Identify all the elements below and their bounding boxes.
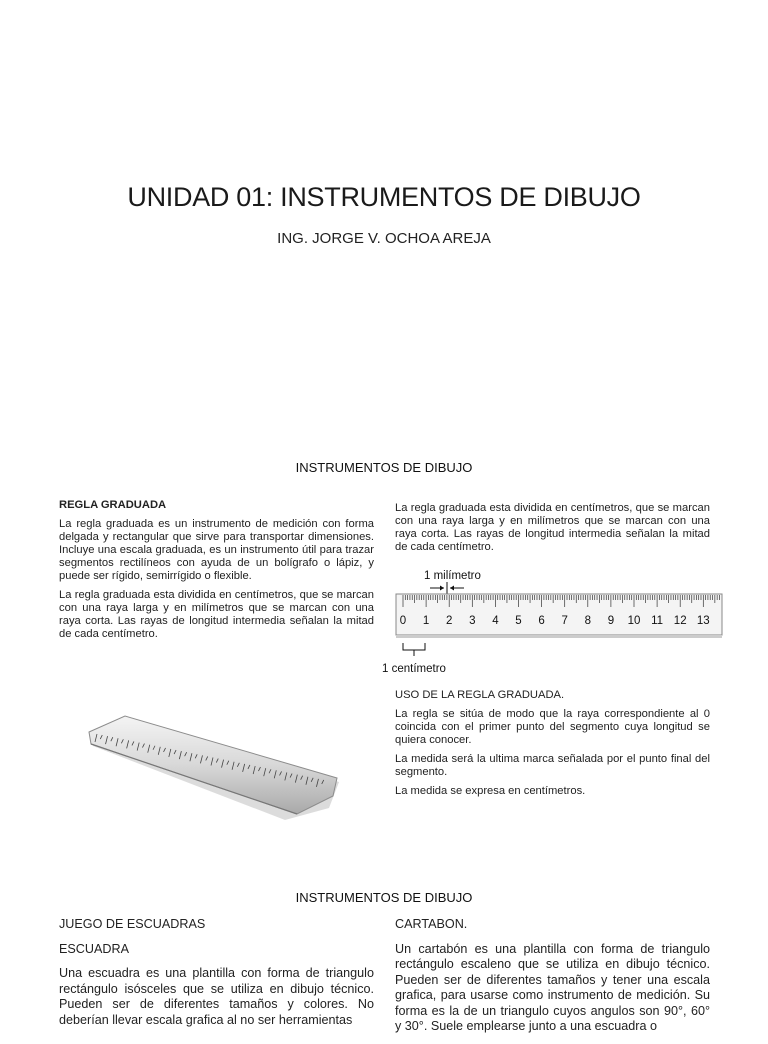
left-column — [59, 499, 374, 647]
paragraph: Un cartabón es una plantilla con forma de triangulo rectángulo escaleno que se utiliza en dibujo técnico. Pueden ser de diferentes tamaños y tener una escala grafica, para usarse como instrumento de medición. Su forma es la de un triangulo cuyos angulos son 90°, 60° y 30°. Suele emplearse junto a una escuadra o — [395, 941, 710, 1033]
regla-graduada-slide — [0, 430, 768, 870]
ruler-number: 9 — [607, 615, 615, 627]
ruler-edge-shadow — [396, 635, 722, 638]
ruler-number: 3 — [469, 615, 476, 627]
paragraph: La medida será la ultima marca señalada por el punto final del segmento. — [395, 753, 710, 778]
cover-slide — [0, 0, 768, 430]
right-column-bottom — [395, 689, 710, 804]
cm-bracket — [403, 643, 425, 650]
ruler-diagram — [378, 564, 728, 676]
paragraph: La regla graduada esta dividida en centímetros, que se marcan con una raya larga y en milímetros que se marcan con una raya corta. Las rayas de longitud intermedia señalan la mitad de cada centímetro. — [395, 502, 710, 553]
ruler-number: 0 — [399, 615, 407, 627]
ruler-label-mm: 1 milímetro — [424, 570, 481, 582]
section-title: REGLA GRADUADA — [59, 499, 167, 511]
escuadras-slide — [0, 870, 768, 1033]
ruler-label-cm: 1 centímetro — [382, 663, 446, 675]
ruler-number: 5 — [515, 615, 522, 627]
section-title: JUEGO DE ESCUADRAS — [59, 917, 206, 931]
ruler-number: 7 — [561, 615, 568, 627]
ruler-number: 8 — [584, 615, 592, 627]
author-name: ING. JORGE V. OCHOA AREJA — [277, 230, 491, 247]
paragraph: La regla graduada es un instrumento de medición con forma delgada y rectangular que sirve para transportar dimensiones. Incluye una escala graduada, es un instrumento útil para trazar segmentos rectilíneos con ayuda de un bolígrafo o lápiz, y puede ser rígido, semirrígido o flexible. — [59, 518, 374, 582]
subsection-title: ESCUADRA — [59, 941, 129, 956]
ruler-number: 4 — [492, 615, 499, 627]
paragraph: Una escuadra es una plantilla con forma de triangulo rectángulo isósceles que se utiliza en dibujo técnico. Pueden ser de diferentes tamaños y colores. No deberían llevar escala grafica al no ser herramientas — [59, 966, 374, 1027]
ruler-number: 2 — [445, 615, 453, 627]
ruler-number: 10 — [627, 615, 641, 627]
slide-heading: INSTRUMENTOS DE DIBUJO — [295, 890, 473, 905]
section-title: USO DE LA REGLA GRADUADA. — [395, 689, 565, 701]
left-column — [59, 917, 374, 1037]
ruler-photo — [85, 710, 345, 828]
right-column — [395, 917, 710, 1044]
ruler-number: 12 — [673, 615, 687, 627]
ruler-number: 11 — [651, 615, 664, 627]
document-title: UNIDAD 01: INSTRUMENTOS DE DIBUJO — [127, 182, 641, 212]
mm-arrowhead-right — [450, 586, 454, 591]
paragraph: La regla se sitúa de modo que la raya correspondiente al 0 coincida con el primer punto del segmento cuya longitud se quiera conocer. — [395, 708, 710, 746]
right-column-top — [395, 502, 710, 560]
mm-arrowhead-left — [440, 586, 444, 591]
ruler-number: 13 — [696, 615, 710, 627]
ruler-number: 1 — [422, 615, 430, 627]
section-title: CARTABON. — [395, 917, 468, 931]
slide-heading: INSTRUMENTOS DE DIBUJO — [295, 460, 473, 475]
paragraph: La regla graduada esta dividida en centímetros, que se marcan con una raya larga y en milímetros que se marcan con una raya corta. Las rayas de longitud intermedia señalan la mitad de cada centímetro. — [59, 589, 374, 640]
paragraph: La medida se expresa en centímetros. — [395, 785, 586, 797]
ruler-number: 6 — [538, 615, 545, 627]
